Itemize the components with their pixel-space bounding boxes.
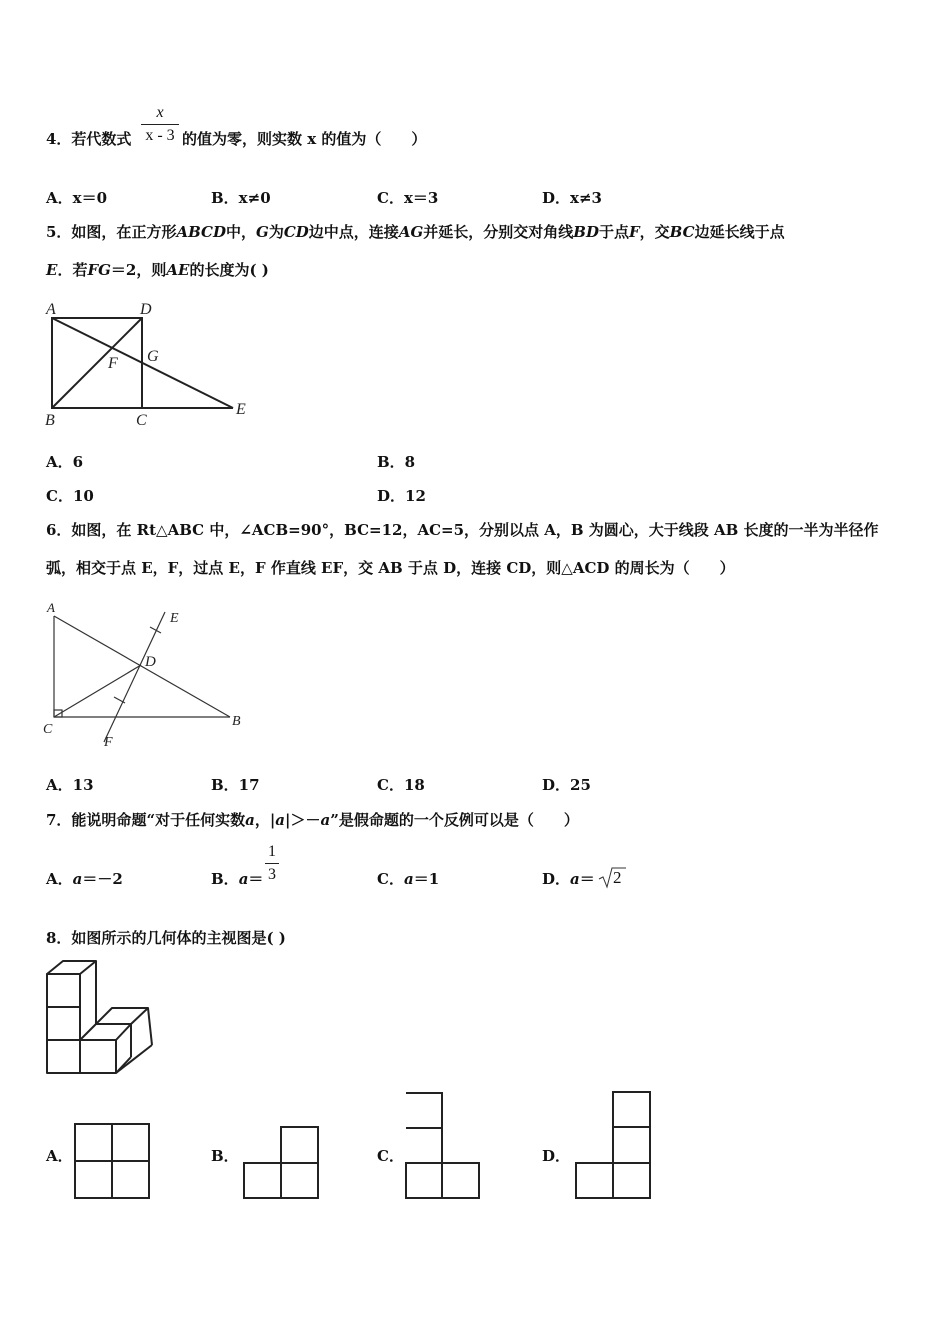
- label-c: C: [136, 412, 147, 429]
- q7-var: a: [238, 870, 249, 888]
- q5-text: 为: [268, 223, 284, 241]
- segment-cd: [54, 665, 141, 717]
- q6-option-c[interactable]: C．18: [377, 776, 425, 794]
- q7-frac-num: 1: [268, 843, 276, 860]
- q7-opt-label: C．: [377, 870, 404, 888]
- arc-mark-e: [150, 627, 161, 633]
- q4-suffix: 的值为零，则实数 x 的值为（ ）: [182, 130, 427, 148]
- q7-text: 7．能说明命题“对于任何实数: [46, 811, 246, 829]
- q4-frac-den: x - 3: [145, 127, 175, 144]
- label-e: E: [236, 401, 246, 418]
- q5-stem-line2: [46, 259, 269, 280]
- q7-frac-bar: [265, 863, 279, 864]
- square-abcd: [52, 318, 142, 408]
- q6-stem-line1: 6．如图，在 Rt△ABC 中，∠ACB=90°，BC=12，AC=5，分别以点 A，B 为圆心，大于线段 AB 长度的一半为半径作: [46, 521, 879, 539]
- q4-fraction: [141, 104, 179, 145]
- label-f: F: [104, 735, 113, 750]
- q4-option-d[interactable]: D．x≠3: [542, 189, 602, 207]
- q4-stem: [46, 128, 131, 149]
- side-ab: [54, 616, 230, 717]
- q7-var: a: [320, 811, 331, 829]
- q7-var: a: [245, 811, 255, 829]
- label-d: D: [145, 654, 156, 670]
- q4-option-b[interactable]: B．x≠0: [211, 189, 271, 207]
- q7-var: a: [72, 870, 83, 888]
- label-a: A: [47, 600, 55, 615]
- q5-option-a[interactable]: A．6: [46, 453, 84, 471]
- q5-text: 边中点，连接: [308, 223, 399, 241]
- q7-option-a[interactable]: [46, 868, 123, 889]
- q7-opt-eq: ＝: [248, 870, 264, 888]
- label-g: G: [147, 348, 159, 365]
- q7-option-b-fraction: [265, 843, 279, 884]
- q6-option-d[interactable]: D．25: [542, 776, 591, 794]
- q5-option-b[interactable]: B．8: [377, 453, 416, 471]
- label-a: A: [46, 301, 56, 318]
- q6-option-b[interactable]: B．17: [211, 776, 260, 794]
- q5-var: E: [46, 261, 58, 279]
- q7-opt-value: ＝－2: [82, 870, 123, 888]
- q8-option-a[interactable]: A．: [46, 1147, 73, 1165]
- q8-option-b[interactable]: B．: [211, 1147, 239, 1165]
- q5-text: 于点: [598, 223, 629, 241]
- label-f: F: [108, 355, 118, 372]
- q5-text: 的长度为( ): [189, 261, 269, 279]
- q7-var: a: [570, 870, 580, 888]
- q5-var: F: [628, 223, 640, 241]
- label-c: C: [43, 722, 53, 737]
- q5-option-d[interactable]: D．12: [377, 487, 426, 505]
- q4-prefix: 4．若代数式: [46, 130, 132, 148]
- q5-text: 边延长线于点: [694, 223, 785, 241]
- q5-text: 5．如图，在正方形: [46, 223, 177, 241]
- q7-var: a: [275, 811, 286, 829]
- q7-option-c[interactable]: [377, 868, 439, 889]
- q5-text: ＝2，则: [110, 261, 167, 279]
- right-angle-mark: [54, 710, 62, 717]
- q5-var: FG: [87, 261, 111, 279]
- q5-text: ．若: [57, 261, 88, 279]
- label-b: B: [45, 412, 55, 429]
- q8-option-c[interactable]: C．: [377, 1147, 404, 1165]
- q4-frac-num: x: [156, 104, 164, 121]
- q7-opt-value: ＝1: [413, 870, 440, 888]
- q7-sqrt-radicand: 2: [613, 868, 622, 887]
- q8-stem: 8．如图所示的几何体的主视图是( ): [46, 929, 286, 947]
- q5-var: AE: [166, 261, 190, 279]
- q5-var: G: [256, 223, 269, 241]
- q7-stem: [46, 809, 579, 830]
- q5-var: CD: [283, 223, 309, 241]
- q7-text: ”是假命题的一个反例可以是（ ）: [330, 811, 579, 829]
- q5-var: ABCD: [176, 223, 226, 241]
- q4-option-a[interactable]: A．x＝0: [46, 189, 108, 207]
- diagonal-bd: [52, 318, 142, 408]
- q5-var: BD: [573, 223, 599, 241]
- q8-option-d[interactable]: D．: [542, 1147, 571, 1165]
- q7-opt-label: D．: [542, 870, 571, 888]
- q6-option-a[interactable]: A．13: [46, 776, 94, 794]
- q7-option-d[interactable]: [542, 868, 595, 889]
- q7-opt-label: A．: [46, 870, 73, 888]
- q5-var: AG: [398, 223, 424, 241]
- label-d: D: [140, 301, 152, 318]
- label-e: E: [170, 611, 179, 626]
- line-ae: [52, 318, 233, 408]
- q5-text: 中，: [226, 223, 257, 241]
- q7-text: |＞－: [285, 811, 321, 829]
- q5-option-c[interactable]: C．10: [46, 487, 94, 505]
- label-b: B: [232, 714, 241, 729]
- line-ef: [104, 612, 165, 742]
- q5-stem-line1: [46, 221, 785, 242]
- q5-text: 并延长，分别交对角线: [423, 223, 574, 241]
- q5-text: ，交: [639, 223, 670, 241]
- arc-mark-f: [114, 697, 125, 703]
- q7-option-b[interactable]: [211, 868, 263, 889]
- q4-option-c[interactable]: C．x＝3: [377, 189, 439, 207]
- q7-opt-eq: ＝: [579, 870, 595, 888]
- q7-opt-label: B．: [211, 870, 239, 888]
- q7-var: a: [403, 870, 414, 888]
- q7-frac-den: 3: [268, 866, 276, 883]
- q6-stem-line2: 弧，相交于点 E，F，过点 E，F 作直线 EF，交 AB 于点 D，连接 CD，则△ACD 的周长为（ ）: [46, 559, 735, 577]
- q7-text: ，|: [254, 811, 276, 829]
- q5-var: BC: [669, 223, 695, 241]
- q4-frac-bar: [141, 124, 179, 125]
